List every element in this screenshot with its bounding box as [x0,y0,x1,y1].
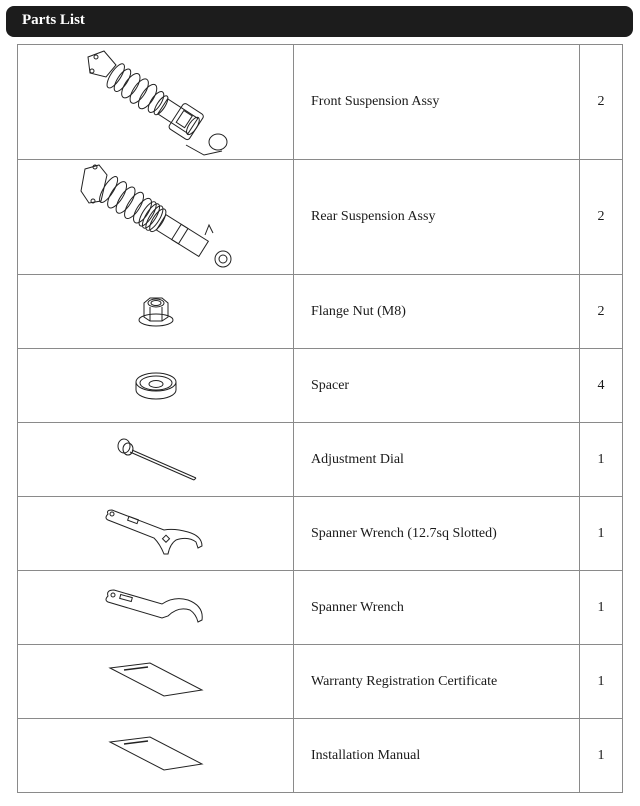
table-row [18,160,623,275]
manual-icon [108,736,204,776]
part-name: Adjustment Dial [294,423,580,497]
part-quantity: 4 [580,349,623,423]
hook-spanner-wrench-icon [104,588,208,628]
flange-nut-icon [136,295,176,329]
part-quantity: 2 [580,275,623,349]
adjustment-dial-icon [114,436,198,484]
table-row [18,645,623,719]
spacer-icon [132,370,180,402]
front-suspension-icon [76,47,236,157]
parts-list-header [6,6,633,37]
part-image-cell [18,497,294,571]
part-quantity: 1 [580,571,623,645]
table-row [18,423,623,497]
certificate-icon [108,662,204,702]
table-row [18,571,623,645]
part-quantity: 2 [580,160,623,275]
part-quantity: 1 [580,719,623,793]
part-image-cell [18,423,294,497]
slotted-spanner-wrench-icon [104,508,208,560]
rear-suspension-icon [71,161,241,273]
part-image-cell [18,45,294,160]
part-image-cell [18,719,294,793]
part-quantity: 2 [580,45,623,160]
part-image-cell [18,645,294,719]
part-quantity: 1 [580,423,623,497]
table-row [18,719,623,793]
part-image-cell [18,571,294,645]
part-name: Front Suspension Assy [294,45,580,160]
part-image-cell [18,275,294,349]
part-name: Flange Nut (M8) [294,275,580,349]
part-name: Spacer [294,349,580,423]
part-name: Spanner Wrench (12.7sq Slotted) [294,497,580,571]
table-row [18,349,623,423]
part-name: Rear Suspension Assy [294,160,580,275]
parts-table [17,44,623,793]
part-image-cell [18,349,294,423]
part-image-cell [18,160,294,275]
part-name: Warranty Registration Certificate [294,645,580,719]
table-row [18,275,623,349]
part-name: Installation Manual [294,719,580,793]
part-quantity: 1 [580,645,623,719]
table-row [18,497,623,571]
page-title: Parts List [22,12,85,28]
table-row [18,45,623,160]
part-quantity: 1 [580,497,623,571]
part-name: Spanner Wrench [294,571,580,645]
